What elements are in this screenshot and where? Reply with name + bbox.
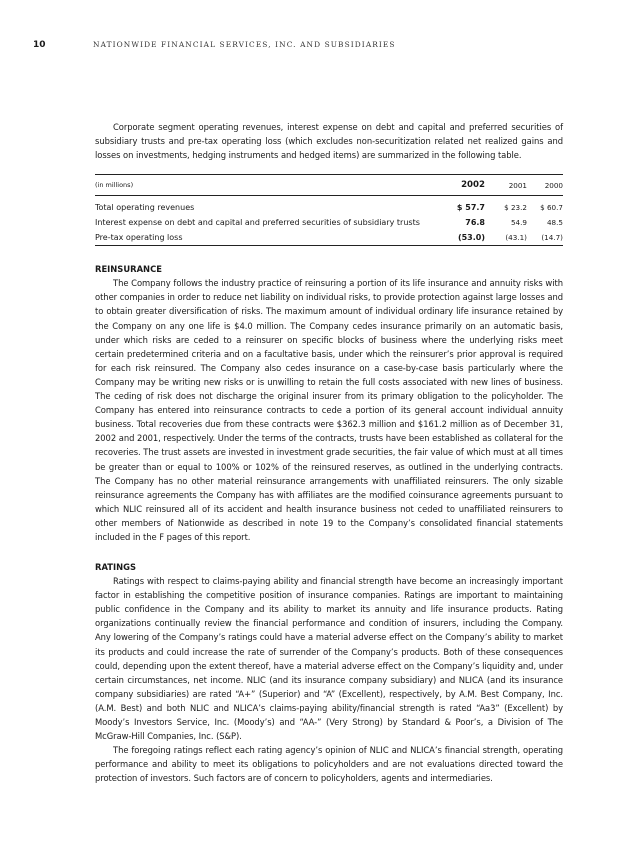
cell-2000: (14.7)	[527, 230, 563, 246]
cell-2000: $ 60.7	[540, 203, 563, 213]
reinsurance-heading: REINSURANCE	[95, 264, 162, 275]
row-label: Total operating revenues	[95, 203, 195, 213]
units-label: (in millions)	[95, 175, 433, 196]
intro-paragraph: Corporate segment operating revenues, interest expense on debt and capital and preferred securities of subsidiary trusts and pre-tax operating loss (which excludes non-securitization related net realized gains and losses on investments, hedging instruments and hedged items) are summarized in the following table.	[95, 122, 563, 161]
year-header-2002: 2002	[433, 175, 487, 196]
page-number: 10	[33, 40, 46, 50]
reinsurance-paragraph: The Company follows the industry practice of reinsuring a portion of its life insurance and annuity risks with other companies in order to reduce net liability on individual risks, to provide protection against large losses and to obtain greater diversification of risks. The maximum amount of individual ordinary life insurance retained by the Company on any one life is $4.0 million. The Company cedes insurance primarily on an automatic basis, under which risks are ceded to a reinsurer on specific blocks of business where the underlying risks meet certain predetermined criteria and on a facultative basis, under which the reinsurer’s prior approval is required for each risk reinsured. The Company also cedes insurance on a case-by-case basis particularly where the Company may be writing new risks or is unwilling to retain the full costs associated with new lines of business. The ceding of risk does not discharge the original insurer from its primary obligation to the policyholder. The Company has entered into reinsurance contracts to cede a portion of its general account individual annuity business. Total recoveries due from these contracts were $362.3 million and $161.2 million as of December 31, 2002 and 2001, respectively. Under the terms of the contracts, trusts have been established as collateral for the recoveries. The trust assets are invested in investment grade securities, the fair value of which must at all times be greater than or equal to 100% or 102% of the reinsured reserves, as outlined in the underlying contracts. The Company has no other material reinsurance arrangements with unaffiliated reinsurers. The only sizable reinsurance agreements the Company has with affiliates are the modified coinsurance agreements pursuant to which NLIC reinsured all of its accident and health insurance business not ceded to unaffiliated reinsurers to other members of Nationwide as described in note 19 to the Company’s consolidated financial statements included in the F pages of this report.	[95, 278, 563, 542]
row-label: Pre-tax operating loss	[95, 230, 433, 246]
table-header-row	[95, 175, 563, 196]
table-row	[95, 215, 563, 230]
ratings-heading: RATINGS	[95, 562, 137, 573]
cell-2002: 76.8	[465, 218, 485, 228]
table-row	[95, 196, 563, 216]
year-header-2001: 2001	[487, 175, 527, 196]
table-row	[95, 230, 563, 246]
cell-2001: 54.9	[510, 218, 527, 228]
main-content	[95, 120, 563, 785]
ratings-paragraph-1: Ratings with respect to claims-paying ability and financial strength have become an increasingly important factor in establishing the competitive position of insurance companies. Ratings are important to maintaining public confidence in the Company and its ability to market its annuity and life insurance products. Rating organizations continually review the financial performance and condition of insurers, including the Company. Any lowering of the Company’s ratings could have a material adverse effect on the Company’s ability to market its products and could increase the rate of surrender of the Company’s products. Both of these consequences could, depending upon the extent thereof, have a material adverse effect on the Company’s liquidity and, under certain circumstances, net income. NLIC (and its insurance company subsidiary) and NLICA (and its insurance company subsidiaries) are rated “A+” (Superior) and “A” (Excellent), respectively, by A.M. Best Company, Inc. (A.M. Best) and both NLIC and NLICA’s claims-paying ability/financial strength is rated “Aa3” (Excellent) by Moody’s Investors Service, Inc. (Moody’s) and “AA-” (Very Strong) by Standard & Poor’s, a Division of The McGraw-Hill Companies, Inc. (S&P).	[95, 576, 563, 742]
cell-2000: 48.5	[546, 218, 563, 228]
ratings-paragraph-2: The foregoing ratings reflect each rating agency’s opinion of NLIC and NLICA’s financial strength, operating performance and ability to meet its obligations to policyholders and are not evaluations directed toward the protection of investors. Such factors are of concern to policyholders, agents and intermediaries.	[95, 745, 563, 784]
running-header: NATIONWIDE FINANCIAL SERVICES, INC. AND SUBSIDIARIES	[93, 40, 396, 49]
cell-2001: (43.1)	[487, 230, 527, 246]
corporate-segment-table	[95, 174, 563, 246]
cell-2002: $ 57.7	[456, 203, 485, 213]
year-header-2000: 2000	[527, 175, 563, 196]
cell-2001: $ 23.2	[504, 203, 527, 213]
cell-2002: (53.0)	[433, 230, 487, 246]
row-label: Interest expense on debt and capital and preferred securities of subsidiary trusts	[95, 218, 420, 228]
